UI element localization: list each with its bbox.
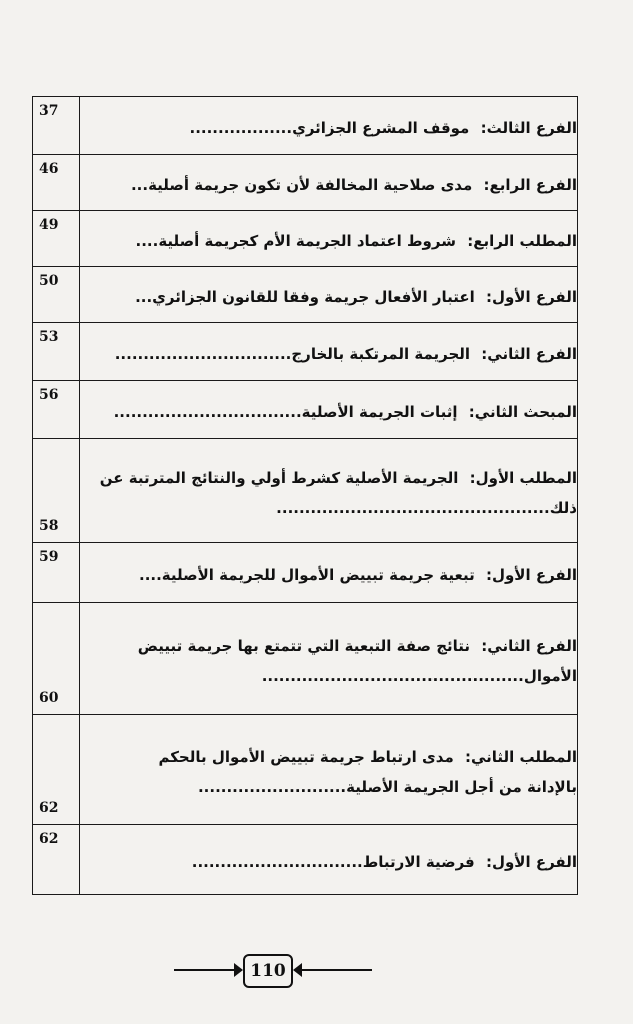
arrow-left-icon xyxy=(293,963,302,977)
page-footer xyxy=(0,950,633,990)
entry-cell xyxy=(80,825,578,895)
entry-title: مدى ارتباط جريمة تبييض الأموال بالحكم xyxy=(158,747,454,766)
toc-row xyxy=(33,381,578,439)
page-number: 59 xyxy=(39,549,59,565)
entry-title: نتائج صفة التبعية التي تتمتع بها جريمة تبييض xyxy=(137,636,471,655)
page-number-cell xyxy=(33,155,80,211)
entry-label: الفرع الرابع: xyxy=(483,175,577,194)
entry-title: الجريمة الأصلية كشرط أولي والنتائج المترتبة عن xyxy=(99,468,459,487)
leader-dots: ................................. xyxy=(113,402,302,421)
entry-title: الجريمة المرتكبة بالخارج xyxy=(291,344,471,363)
page-number-cell xyxy=(33,267,80,323)
entry-cell xyxy=(80,323,578,381)
entry-cell xyxy=(80,211,578,267)
entry-label: المطلب الرابع: xyxy=(467,231,577,250)
page-number: 56 xyxy=(39,387,59,403)
toc-row xyxy=(33,543,578,603)
entry-cell xyxy=(80,97,578,155)
page-number-cell xyxy=(33,381,80,439)
leader-dots: .................. xyxy=(189,118,293,137)
entry-cell xyxy=(80,155,578,211)
toc-row xyxy=(33,825,578,895)
page-number: 46 xyxy=(39,161,59,177)
entry-title: اعتبار الأفعال جريمة وفقا للقانون الجزائري xyxy=(152,287,475,306)
toc-row xyxy=(33,323,578,381)
page-number-cell xyxy=(33,97,80,155)
entry-label: الفرع الثاني: xyxy=(481,344,577,363)
toc-row xyxy=(33,603,578,715)
entry-cell xyxy=(80,267,578,323)
entry-title: فرضية الارتباط xyxy=(362,852,475,871)
leader-dots: .... xyxy=(135,231,159,250)
page-number-cell xyxy=(33,603,80,715)
entry-label: الفرع الأول: xyxy=(485,287,577,306)
arrow-right-icon xyxy=(234,963,243,977)
leader-dots: ............................... xyxy=(114,344,292,363)
table-of-contents xyxy=(32,96,578,895)
page-number: 37 xyxy=(39,103,59,119)
entry-title: موقف المشرع الجزائري xyxy=(292,118,470,137)
entry-label: الفرع الثالث: xyxy=(480,118,577,137)
entry-label: الفرع الأول: xyxy=(485,852,577,871)
entry-title: إثبات الجريمة الأصلية xyxy=(301,402,458,421)
footer-line-left xyxy=(174,969,238,971)
toc-row xyxy=(33,267,578,323)
entry-title-continued: الأموال xyxy=(523,666,577,685)
entry-cell xyxy=(80,439,578,543)
entry-title-continued: ذلك xyxy=(549,498,577,517)
entry-label: المطلب الأول: xyxy=(469,468,577,487)
leader-dots: .............................................. xyxy=(261,666,524,685)
page-number: 50 xyxy=(39,273,59,289)
leader-dots: .............................. xyxy=(191,852,363,871)
toc-row xyxy=(33,155,578,211)
page-number-cell xyxy=(33,825,80,895)
page-number: 62 xyxy=(39,831,59,847)
toc-row xyxy=(33,97,578,155)
entry-label: الفرع الأول: xyxy=(485,565,577,584)
entry-title: شروط اعتماد الجريمة الأم كجريمة أصلية xyxy=(158,231,456,250)
toc-row xyxy=(33,439,578,543)
page-number: 53 xyxy=(39,329,59,345)
leader-dots: ................................................ xyxy=(276,498,550,517)
entry-label: المبحث الثاني: xyxy=(468,402,577,421)
page-number-cell xyxy=(33,715,80,825)
toc-row xyxy=(33,211,578,267)
entry-cell xyxy=(80,381,578,439)
leader-dots: ... xyxy=(135,287,153,306)
toc-row xyxy=(33,715,578,825)
leader-dots: .... xyxy=(139,565,162,584)
entry-label: المطلب الثاني: xyxy=(464,747,577,766)
entry-cell xyxy=(80,603,578,715)
page-number: 49 xyxy=(39,217,59,233)
entry-title-continued: بالإدانة من أجل الجريمة الأصلية xyxy=(346,777,577,796)
page-number-cell xyxy=(33,543,80,603)
leader-dots: ... xyxy=(130,175,149,194)
entry-title: مدى صلاحية المخالفة لأن تكون جريمة أصلية xyxy=(148,175,473,194)
leader-dots: .......................... xyxy=(197,777,347,796)
page-number-cell xyxy=(33,439,80,543)
entry-cell xyxy=(80,543,578,603)
page-number-box: 110 xyxy=(243,954,293,988)
page-number-cell xyxy=(33,211,80,267)
page-number: 60 xyxy=(39,690,59,706)
page-number-cell xyxy=(33,323,80,381)
footer-line-right xyxy=(302,969,372,971)
entry-cell xyxy=(80,715,578,825)
page-number: 58 xyxy=(39,518,59,534)
entry-label: الفرع الثاني: xyxy=(481,636,577,655)
page-number: 62 xyxy=(39,800,59,816)
entry-title: تبعية جريمة تبييض الأموال للجريمة الأصلية xyxy=(161,565,475,584)
